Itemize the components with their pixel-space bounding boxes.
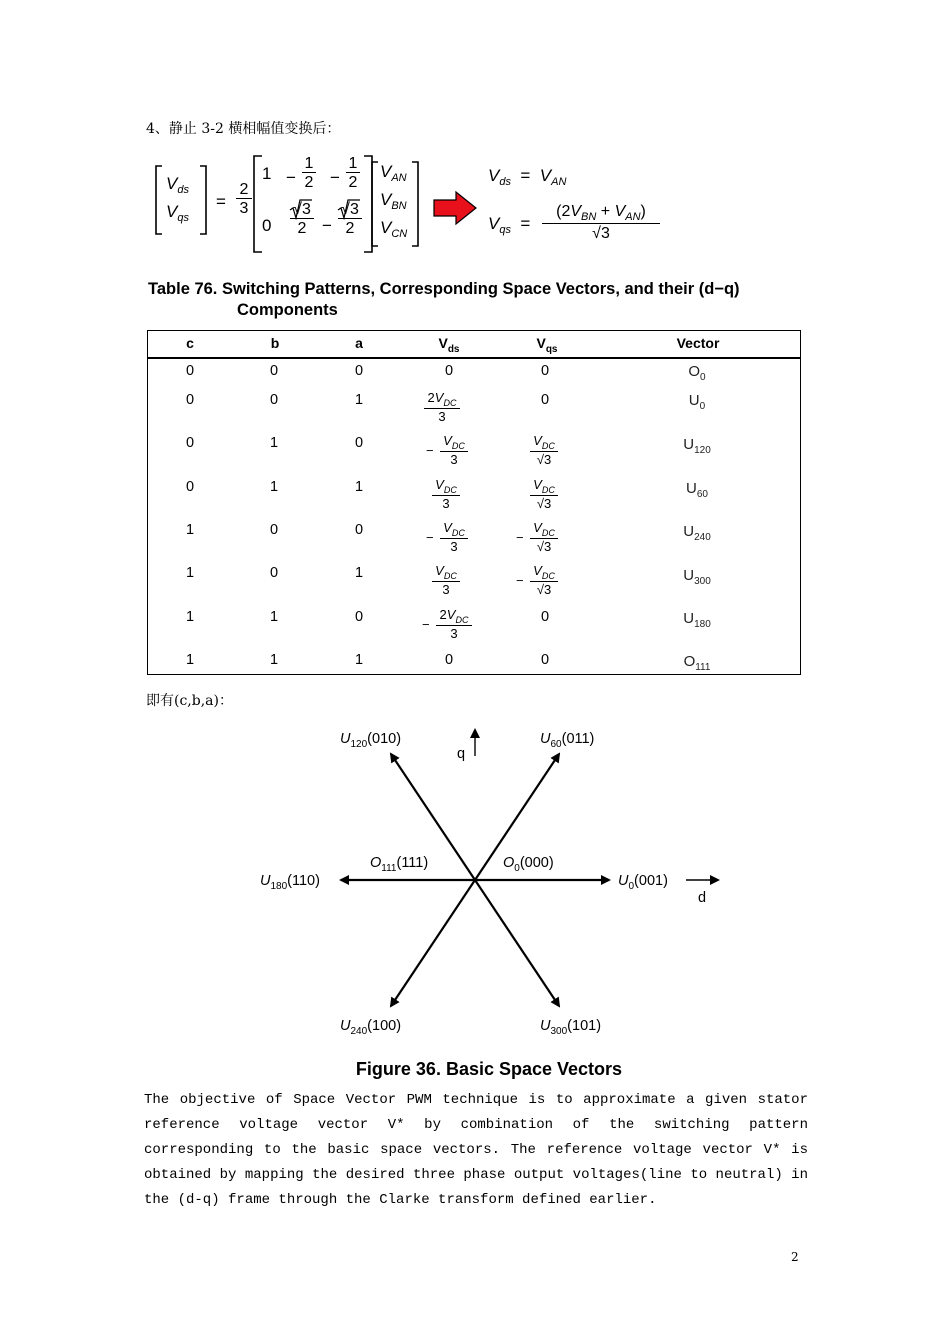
cell-vqs: $V_{DC}$ √3 (530, 434, 558, 466)
label-u0: $U_0(001)$ (618, 873, 668, 892)
label-o111: $O_{111}(111)$ (370, 855, 429, 874)
cell-c: 1 (185, 609, 195, 625)
page-number: 2 (791, 1250, 799, 1264)
space-vector-diagram (240, 720, 740, 1040)
cell-c: 1 (185, 652, 195, 668)
cell-b: 1 (269, 479, 279, 495)
clarke-equation: $V_{ds}$ $V_{qs}$ = $\frac{2}{3}$ 1 − $\frac{1}{2}$ − $\frac{1}{2}$ 0 $\frac{√3}{2}$ − $\frac{√3}{2}$ $V_{AN}$ $V_{BN}$ $V_{CN}$ $V_{ds} = V_{AN}$ $V_{qs}$ = $(2V_{BN} + V_{AN})$ √3 (150, 152, 670, 262)
col-header-vqs: $V_{qs}$ (536, 335, 558, 355)
col-header-vds: $V_{ds}$ (438, 335, 460, 355)
label-u60: $U_{60}(011)$ (540, 731, 595, 750)
cell-vqs: 0 (540, 652, 550, 668)
label-u240: $U_{240}(100)$ (340, 1018, 402, 1037)
cell-a: 1 (354, 479, 364, 495)
cell-vds: $V_{DC}$ 3 (440, 434, 468, 466)
label-q: q (457, 746, 466, 762)
cell-vqs: 0 (540, 609, 550, 625)
cell-a: 1 (354, 565, 364, 581)
cell-vector: $U_{240}$ (683, 523, 711, 543)
col-header-b: b (270, 335, 280, 351)
col-header-vector: Vector (676, 335, 720, 351)
vector-u240 (391, 880, 475, 1006)
table-caption-line1: Table 76. Switching Patterns, Corresponding Space Vectors, and their (d−q) (148, 280, 740, 298)
cell-b: 0 (269, 565, 279, 581)
section-heading: 4、静止 3-2 横相幅值变换后： (146, 121, 341, 137)
label-u120: $U_{120}(010)$ (340, 731, 402, 750)
cell-vector: $O_{111}$ (683, 653, 711, 673)
table-caption (148, 279, 740, 321)
table-caption-line2: Components (237, 301, 338, 319)
cell-b: 1 (269, 435, 279, 451)
cell-a: 1 (354, 652, 364, 668)
vector-u300 (475, 880, 559, 1006)
cell-a: 0 (354, 609, 364, 625)
cell-vector: $U_{120}$ (683, 436, 711, 456)
cell-vqs: 0 (540, 363, 550, 379)
col-header-a: a (355, 335, 363, 351)
cell-vds: $2V_{DC}$ 3 (436, 608, 472, 640)
col-header-c: c (186, 335, 194, 351)
label-d: d (698, 890, 707, 906)
cell-c: 0 (185, 363, 195, 379)
cell-b: 1 (269, 652, 279, 668)
cell-vqs: $V_{DC}$ √3 (530, 564, 558, 596)
cell-vds: 0 (444, 363, 454, 379)
cell-vds: $2V_{DC}$ 3 (424, 391, 460, 423)
cell-b: 0 (269, 522, 279, 538)
label-u300: $U_{300}(101)$ (540, 1018, 602, 1037)
cell-b: 0 (269, 392, 279, 408)
switching-patterns-table: c b a $V_{ds}$ $V_{qs}$ Vector 0 0 0 0 0 $O_0$ 0 0 1 $2V_{DC}$ 3 0 $U_0$ 0 1 0 − $V_{DC}$ 3 $V_{DC}$ √3 $U_{120}$ 0 1 1 $V_{DC}$ 3 $V_{DC}$ √3 $U_{60}$ 1 0 0 − $V_{DC}$ 3 − $V_{DC}$ √3 $U_{240}$ 1 0 1 $V_{DC}$ 3 − $V_{DC}$ √3 $U_{300}$ 1 1 0 − $2V_{DC}$ 3 0 $U_{180}$ 1 1 1 0 0 $O_{111}$ (147, 330, 801, 675)
cell-c: 0 (185, 392, 195, 408)
cell-vds: $V_{DC}$ 3 (440, 521, 468, 553)
cell-b: 1 (269, 609, 279, 625)
cell-b: 0 (269, 363, 279, 379)
label-u180: $U_{180}(110)$ (260, 873, 320, 892)
body-paragraph: The objective of Space Vector PWM technique is to approximate a given stator reference voltage vector V* by combination of the switching pattern corresponding to the basic space vectors. The reference voltage vector V* is obtained by mapping the desired three phase output voltages(line to neutral) in the (d-q) frame through the Clarke transform defined earlier. (144, 1092, 808, 1208)
cell-vector: $U_{60}$ (686, 480, 708, 500)
cell-vector: $O_0$ (688, 363, 706, 383)
header-rule (148, 357, 800, 359)
cell-a: 0 (354, 435, 364, 451)
cell-vds: 0 (444, 652, 454, 668)
label-o0: $O_0(000)$ (503, 855, 554, 874)
cell-c: 0 (185, 479, 195, 495)
cell-vds: $V_{DC}$ 3 (432, 564, 460, 596)
cell-vector: $U_{300}$ (683, 567, 711, 587)
cell-c: 0 (185, 435, 195, 451)
figure-caption: Figure 36. Basic Space Vectors (355, 1059, 623, 1079)
cell-a: 0 (354, 522, 364, 538)
cell-c: 1 (185, 565, 195, 581)
cell-vector: $U_0$ (688, 392, 706, 412)
cell-vqs: $V_{DC}$ √3 (530, 521, 558, 553)
cell-vqs: 0 (540, 392, 550, 408)
cell-vds: $V_{DC}$ 3 (432, 478, 460, 510)
intro-line: 即有(c,b,a)： (146, 693, 233, 709)
cell-vector: $U_{180}$ (683, 610, 711, 630)
cell-vqs: $V_{DC}$ √3 (530, 478, 558, 510)
cell-a: 0 (354, 363, 364, 379)
cell-c: 1 (185, 522, 195, 538)
cell-a: 1 (354, 392, 364, 408)
